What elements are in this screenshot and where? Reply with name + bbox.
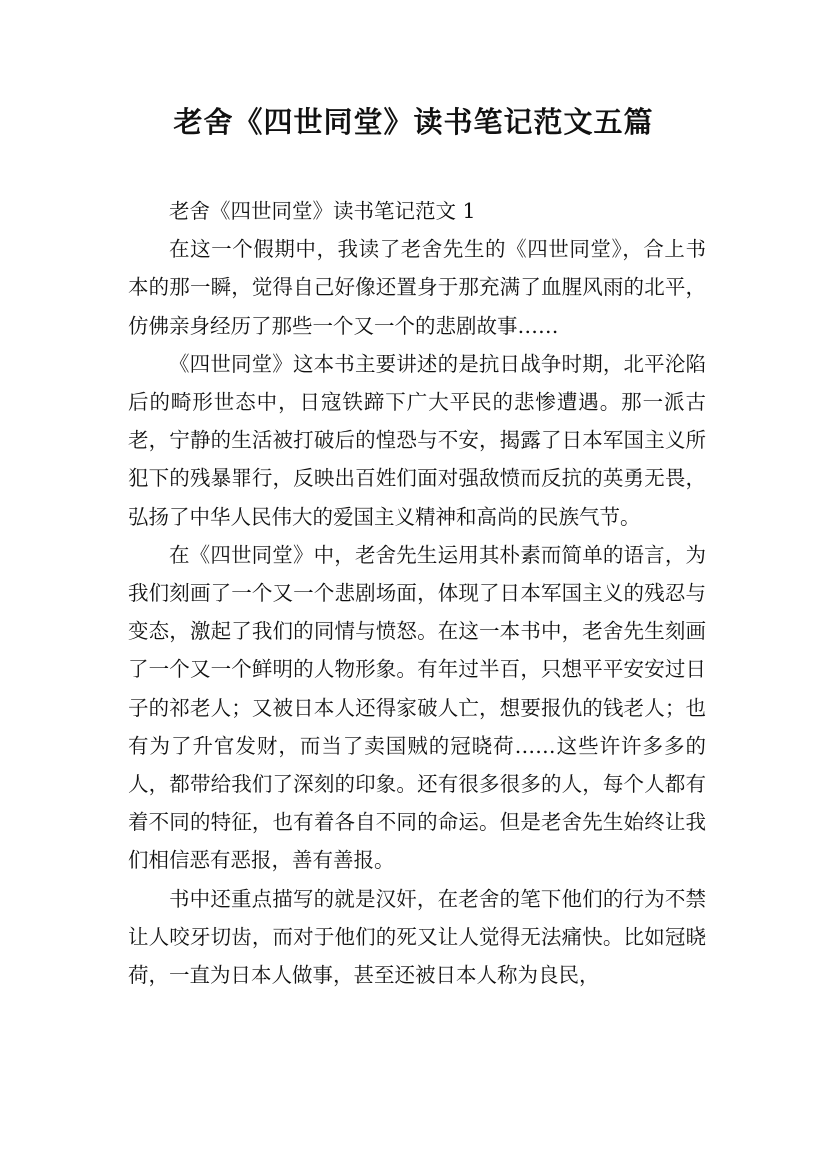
document-title: 老舍《四世同堂》读书笔记范文五篇 xyxy=(173,105,654,139)
paragraph-2: 《四世同堂》这本书主要讲述的是抗日战争时期，北平沦陷后的畸形世态中，日寇铁蹄下广大平民的悲惨遭遇。那一派古老，宁静的生活被打破后的惶恐与不安，揭露了日本军国主义所犯下的残暴罪行，反映出百姓们面对强敌愤而反抗的英勇无畏，弘扬了中华人民伟大的爱国主义精神和高尚的民族气节。 xyxy=(128,351,706,529)
paragraph-3: 在《四世同堂》中，老舍先生运用其朴素而简单的语言，为我们刻画了一个又一个悲剧场面，体现了日本军国主义的残忍与变态，激起了我们的同情与愤怒。在这一本书中，老舍先生刻画了一个又一个鲜明的人物形象。有年过半百，只想平平安安过日子的祁老人；又被日本人还得家破人亡，想要报仇的钱老人；也有为了升官发财，而当了卖国贼的冠晓荷……这些许许多多的人，都带给我们了深刻的印象。还有很多很多的人，每个人都有着不同的特征，也有着各自不同的命运。但是老舍先生始终让我们相信恶有恶报，善有善报。 xyxy=(128,542,706,873)
section-heading: 老舍《四世同堂》读书笔记范文 1 xyxy=(169,199,476,223)
paragraph-4: 书中还重点描写的就是汉奸，在老舍的笔下他们的行为不禁让人咬牙切齿，而对于他们的死又让人觉得无法痛快。比如冠晓荷，一直为日本人做事，甚至还被日本人称为良民， xyxy=(128,886,706,988)
document-body xyxy=(128,192,706,994)
paragraph-1: 在这一个假期中，我读了老舍先生的《四世同堂》，合上书本的那一瞬，觉得自己好像还置身于那充满了血腥风雨的北平，仿佛亲身经历了那些一个又一个的悲剧故事…… xyxy=(128,237,706,338)
